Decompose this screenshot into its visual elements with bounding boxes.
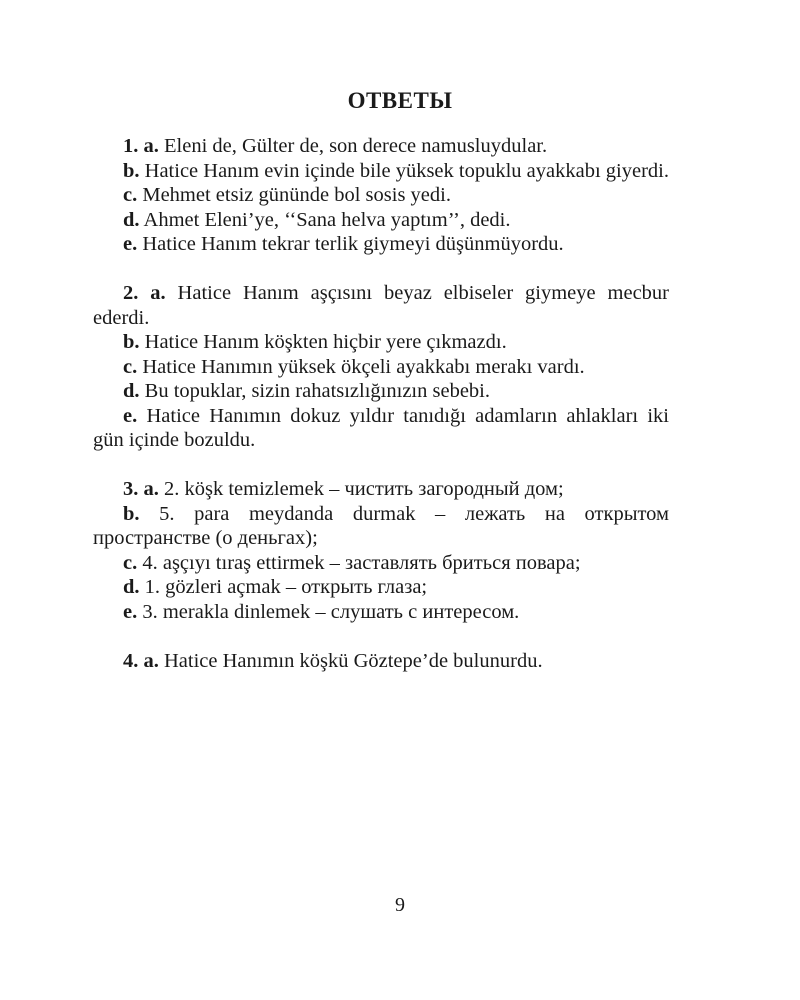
answer-text: Mehmet etsiz gününde bol sosis yedi. <box>137 184 451 206</box>
answer-text: Hatice Hanımın dokuz yıldır tanıdığı adamların ahlakları iki gün içinde bozuldu. <box>93 404 669 451</box>
page-number: 9 <box>395 894 405 916</box>
answer-group-2 <box>93 281 669 453</box>
answer-text: 1. gözleri açmak – открыть глаза; <box>139 576 428 598</box>
answer-item <box>93 134 669 159</box>
answer-item <box>93 502 669 551</box>
answer-item <box>93 281 669 330</box>
answer-marker: c. <box>123 184 138 206</box>
answer-text: Hatice Hanım köşkten hiçbir yere çıkmazdı. <box>139 331 507 353</box>
answer-text: Ahmet Eleni’ye, ‘‘Sana helva yaptım’’, dedi. <box>139 208 511 231</box>
answer-marker: e. <box>123 233 138 255</box>
answer-text: Hatice Hanım aşçısını beyaz elbiseler giymeye mecbur ederdi. <box>93 282 670 329</box>
answer-text: Hatice Hanım evin içinde bile yüksek topuklu ayakkabı giyerdi. <box>139 159 669 182</box>
answer-text: 3. merakla dinlemek – слушать с интересом. <box>137 600 520 623</box>
answer-text: 5. para meydanda durmak – лежать на открытом пространстве (о деньгах); <box>93 502 669 549</box>
answer-marker: e. <box>123 600 138 623</box>
answer-marker: 2. a. <box>123 282 166 304</box>
answer-marker: b. <box>123 502 140 525</box>
answer-marker: d. <box>123 208 140 231</box>
answer-item <box>93 159 669 184</box>
answer-marker: d. <box>123 380 140 402</box>
answer-text: Hatice Hanımın yüksek ökçeli ayakkabı merakı vardı. <box>137 355 585 378</box>
answer-item <box>93 208 669 233</box>
answer-marker: d. <box>123 576 140 598</box>
answer-marker: 1. a. <box>123 135 159 157</box>
answer-item <box>93 232 669 257</box>
answers-section <box>93 134 669 698</box>
answer-item <box>93 355 669 380</box>
answer-item <box>93 477 669 502</box>
answer-text: Hatice Hanımın köşkü Göztepe’de bulunurdu. <box>158 649 543 672</box>
answer-item <box>93 649 669 674</box>
answer-text: 2. köşk temizlemek – чистить загородный дом; <box>158 478 564 500</box>
answer-text: Eleni de, Gülter de, son derece namusluydular. <box>158 135 548 157</box>
answer-marker: 4. a. <box>123 649 159 672</box>
answer-marker: b. <box>123 159 140 182</box>
answer-group-4 <box>93 649 669 674</box>
answer-marker: b. <box>123 331 140 353</box>
answer-item <box>93 551 669 576</box>
answer-item <box>93 379 669 404</box>
answer-item <box>93 330 669 355</box>
answer-text: Bu topuklar, sizin rahatsızlığınızın sebebi. <box>139 380 490 402</box>
answer-marker: e. <box>123 404 138 427</box>
answer-group-1 <box>93 134 669 257</box>
answer-group-3 <box>93 477 669 624</box>
page-title: ОТВЕТЫ <box>347 88 453 113</box>
answer-marker: c. <box>123 355 138 378</box>
answer-marker: c. <box>123 551 138 574</box>
answer-item <box>93 575 669 600</box>
answer-text: 4. aşçıyı tıraş ettirmek – заставлять бриться повара; <box>137 551 581 574</box>
answer-item <box>93 404 669 453</box>
answer-marker: 3. a. <box>123 478 159 500</box>
answer-item <box>93 183 669 208</box>
answer-text: Hatice Hanım tekrar terlik giymeyi düşünmüyordu. <box>137 233 564 255</box>
answer-item <box>93 600 669 625</box>
